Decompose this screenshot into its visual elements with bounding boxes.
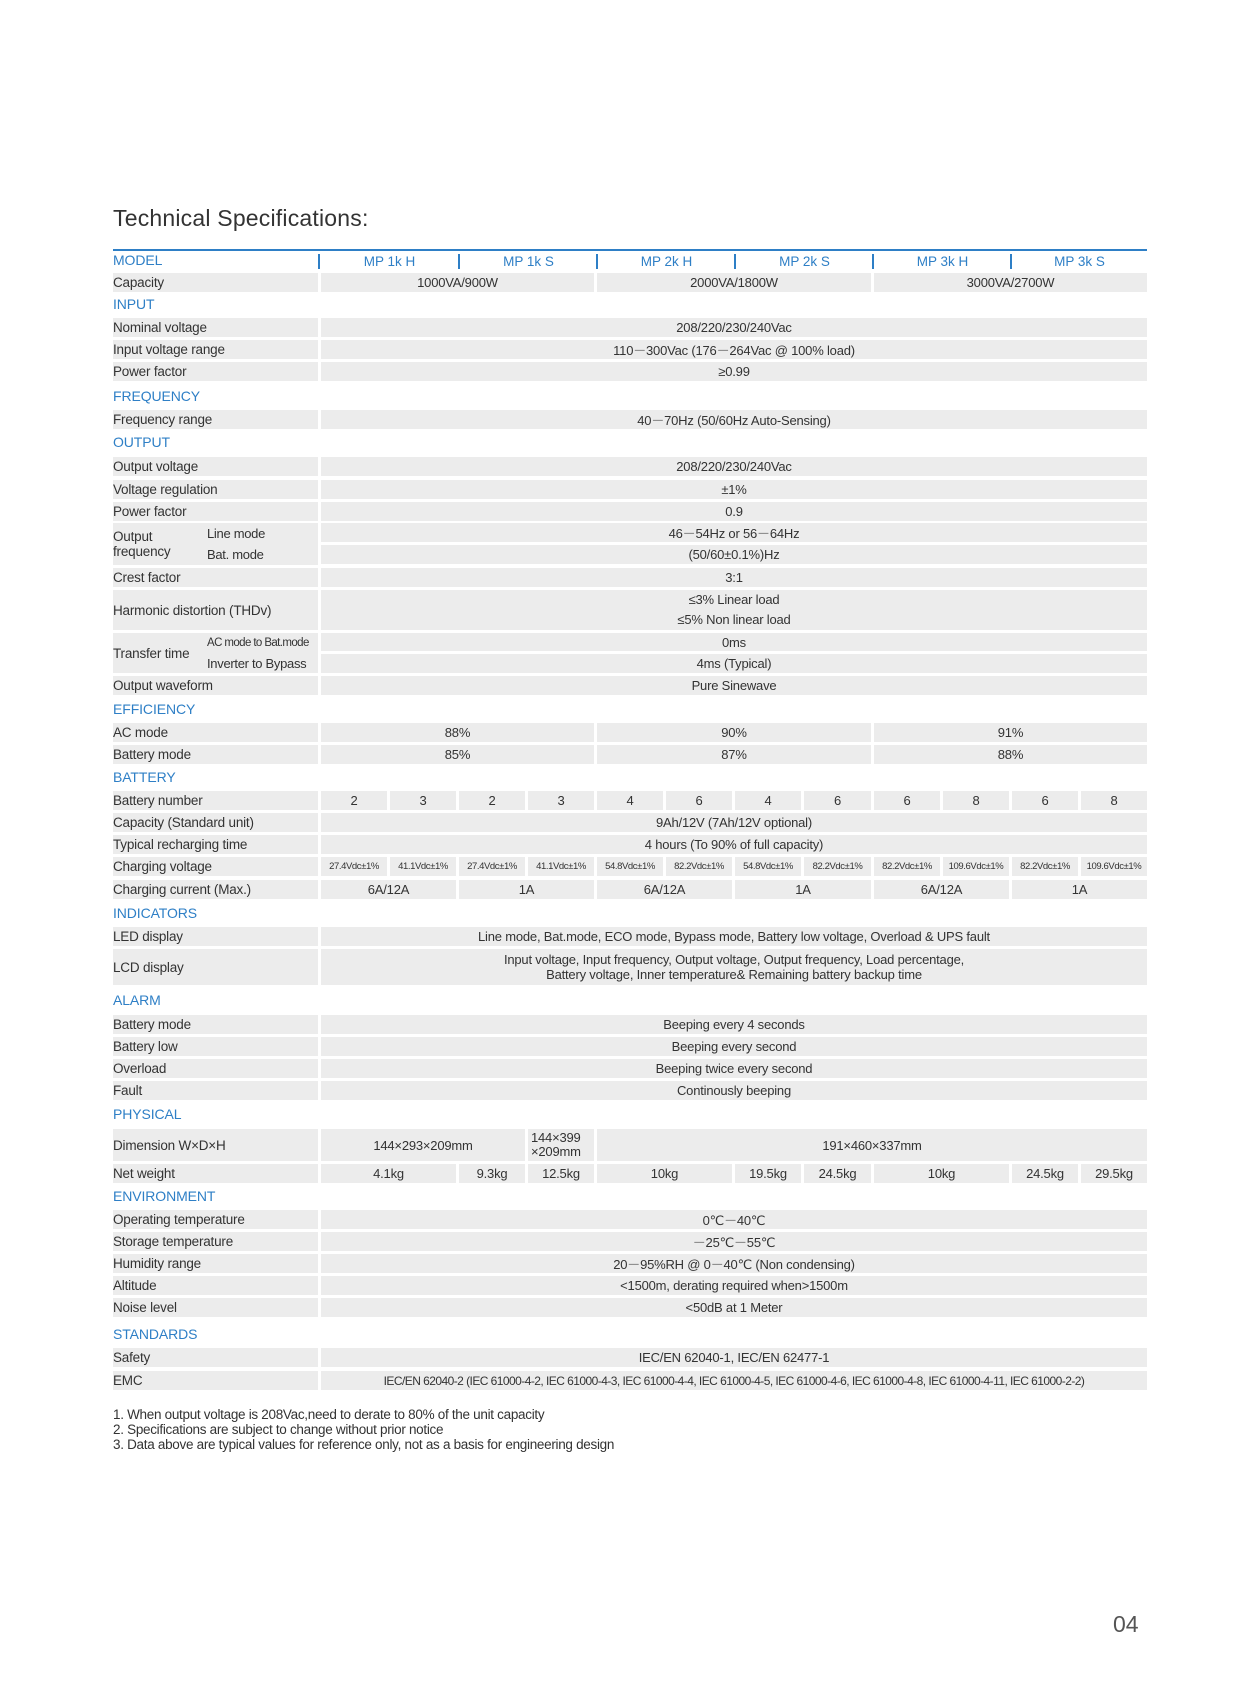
section-efficiency: EFFICIENCY (113, 701, 196, 717)
section-standards: STANDARDS (113, 1326, 198, 1342)
lcd-line: Battery voltage, Inner temperature& Remaining battery backup time (546, 967, 922, 982)
row-value: 9.3kg (459, 1164, 525, 1183)
row-value: Beeping every second (321, 1037, 1147, 1056)
footnote: 3. Data above are typical values for reference only, not as a basis for engineering design (113, 1437, 615, 1452)
row-value: 4 hours (To 90% of full capacity) (321, 835, 1147, 854)
row-value: 91% (874, 723, 1147, 742)
alarm-fault-row (113, 1081, 1147, 1100)
page-title: Technical Specifications: (113, 205, 369, 231)
row-value: 208/220/230/240Vac (321, 457, 1147, 476)
row-label: Humidity range (113, 1256, 201, 1271)
row-value: 1A (459, 880, 594, 899)
row-label: Output waveform (113, 678, 213, 693)
row-label: Battery mode (113, 747, 191, 762)
row-value: 4ms (Typical) (321, 654, 1147, 673)
thd-row (113, 590, 1147, 630)
row-value: 88% (874, 745, 1147, 764)
section-frequency: FREQUENCY (113, 388, 200, 404)
operating-temp-row (113, 1210, 1147, 1229)
row-value: 88% (321, 723, 594, 742)
row-value: 12.5kg (528, 1164, 594, 1183)
row-value: 24.5kg (1012, 1164, 1078, 1183)
row-value: 2 (321, 791, 387, 810)
row-value: 6 (666, 791, 732, 810)
row-value: 10kg (874, 1164, 1009, 1183)
nominal-voltage-row (113, 318, 1147, 337)
row-label: LED display (113, 929, 183, 944)
section-physical: PHYSICAL (113, 1106, 182, 1122)
emc-row (113, 1371, 1147, 1390)
row-value: 0.9 (321, 502, 1147, 521)
sub-label: AC mode to Bat.mode (207, 637, 309, 649)
row-value: 24.5kg (804, 1164, 871, 1183)
alarm-battery-low-row (113, 1037, 1147, 1056)
row-value: 3 (390, 791, 456, 810)
footnote: 2. Specifications are subject to change without prior notice (113, 1422, 444, 1437)
row-label: Storage temperature (113, 1234, 234, 1249)
row-value: ≥0.99 (321, 362, 1147, 381)
noise-row (113, 1298, 1147, 1317)
row-value (321, 590, 1147, 630)
row-label: Net weight (113, 1166, 175, 1181)
safety-row (113, 1348, 1147, 1367)
row-label: Power factor (113, 504, 187, 519)
row-label: Noise level (113, 1300, 177, 1315)
row-value: 144×293×209mm (321, 1129, 525, 1161)
row-value: 6 (804, 791, 871, 810)
row-label: Overload (113, 1061, 167, 1076)
thd-line: ≤5% Non linear load (677, 612, 791, 627)
dim-line: ×209mm (531, 1144, 581, 1159)
row-label: Crest factor (113, 570, 181, 585)
ac-mode-row (113, 723, 1147, 742)
led-display-row (113, 927, 1147, 946)
row-label: Capacity (Standard unit) (113, 815, 254, 830)
row-label: Safety (113, 1350, 151, 1365)
row-value: 8 (1081, 791, 1147, 810)
frequency-range-row (113, 410, 1147, 429)
row-label: Dimension W×D×H (113, 1137, 226, 1153)
voltage-regulation-row (113, 480, 1147, 499)
row-label: Frequency range (113, 412, 213, 427)
output-power-factor-row (113, 502, 1147, 521)
row-label: Capacity (113, 275, 164, 290)
row-value (321, 949, 1147, 985)
capacity-2k: 2000VA/1800W (597, 273, 871, 292)
row-value: 0℃－40℃ (321, 1210, 1147, 1229)
row-value: Continously beeping (321, 1081, 1147, 1100)
row-value: 9Ah/12V (7Ah/12V optional) (321, 813, 1147, 832)
row-value: 208/220/230/240Vac (321, 318, 1147, 337)
dimension-row (113, 1129, 1147, 1161)
row-value: 82.2Vdc±1% (666, 857, 732, 876)
row-label: Operating temperature (113, 1212, 245, 1227)
row-label: Battery mode (113, 1017, 191, 1032)
row-value: 29.5kg (1081, 1164, 1147, 1183)
output-voltage-row (113, 457, 1147, 476)
sub-label: Inverter to Bypass (207, 655, 307, 671)
row-label: Harmonic distortion (THDv) (113, 602, 272, 618)
row-value: 8 (943, 791, 1009, 810)
row-value: 6A/12A (597, 880, 732, 899)
model-label: MODEL (113, 252, 163, 268)
row-value: 54.8Vdc±1% (597, 857, 663, 876)
storage-temp-row (113, 1232, 1147, 1251)
charging-current-row (113, 880, 1147, 899)
row-value: 10kg (597, 1164, 732, 1183)
row-value: (50/60±0.1%)Hz (321, 545, 1147, 564)
capacity-row (113, 273, 1147, 292)
row-value: 0ms (321, 633, 1147, 651)
row-label: Input voltage range (113, 342, 225, 357)
row-value: <1500m, derating required when>1500m (321, 1276, 1147, 1295)
row-value: 3 (528, 791, 594, 810)
model-mp1kh: MP 1k H (363, 253, 416, 269)
battery-number-row (113, 791, 1147, 810)
battery-capacity-row (113, 813, 1147, 832)
header-rule (113, 249, 1147, 251)
capacity-3k: 3000VA/2700W (874, 273, 1147, 292)
row-value: 109.6Vdc±1% (943, 857, 1009, 876)
alarm-overload-row (113, 1059, 1147, 1078)
row-value: IEC/EN 62040-2 (IEC 61000-4-2, IEC 61000-4-3, IEC 61000-4-4, IEC 61000-4-5, IEC 61000-4-6, IEC 61000-4-8, IEC 61000-4-11, IEC 61000-2-2) (321, 1371, 1147, 1390)
row-label: AC mode (113, 725, 168, 740)
row-value: 1A (1012, 880, 1147, 899)
row-value: 4 (735, 791, 801, 810)
row-value: 27.4Vdc±1% (321, 857, 387, 876)
row-value: 54.8Vdc±1% (735, 857, 801, 876)
section-battery: BATTERY (113, 769, 176, 785)
row-value: 41.1Vdc±1% (528, 857, 594, 876)
row-value: 4.1kg (321, 1164, 456, 1183)
section-environment: ENVIRONMENT (113, 1188, 216, 1204)
row-value: Beeping every 4 seconds (321, 1015, 1147, 1034)
model-mp3ks: MP 3k S (1054, 253, 1105, 269)
net-weight-row (113, 1164, 1147, 1183)
row-value: 6 (874, 791, 940, 810)
output-waveform-row (113, 676, 1147, 695)
row-value: 6 (1012, 791, 1078, 810)
battery-mode-row (113, 745, 1147, 764)
row-value: 41.1Vdc±1% (390, 857, 456, 876)
row-value: Line mode, Bat.mode, ECO mode, Bypass mode, Battery low voltage, Overload & UPS fault (321, 927, 1147, 946)
row-value: －25℃－55℃ (321, 1232, 1147, 1251)
row-label: Transfer time (113, 645, 190, 661)
row-value: 46－54Hz or 56－64Hz (321, 523, 1147, 542)
row-label: Output frequency (113, 529, 171, 559)
row-label: Typical recharging time (113, 837, 248, 852)
lcd-display-row (113, 949, 1147, 985)
crest-factor-row (113, 568, 1147, 587)
row-value: 110－300Vac (176－264Vac @ 100% load) (321, 340, 1147, 359)
footnote: 1. When output voltage is 208Vac,need to derate to 80% of the unit capacity (113, 1407, 545, 1422)
section-output: OUTPUT (113, 434, 170, 450)
row-label: Nominal voltage (113, 320, 207, 335)
row-value: 6A/12A (874, 880, 1009, 899)
row-label: EMC (113, 1373, 143, 1388)
model-mp2ks: MP 2k S (779, 253, 830, 269)
row-value: Beeping twice every second (321, 1059, 1147, 1078)
row-value: 87% (597, 745, 871, 764)
sub-label: Line mode (207, 525, 266, 541)
row-value: ±1% (321, 480, 1147, 499)
row-value: 82.2Vdc±1% (874, 857, 940, 876)
model-header-row (113, 252, 1147, 270)
input-voltage-range-row (113, 340, 1147, 359)
row-value (528, 1129, 594, 1161)
section-alarm: ALARM (113, 992, 161, 1008)
row-label: Battery low (113, 1039, 178, 1054)
row-label: Voltage regulation (113, 482, 218, 497)
row-value: IEC/EN 62040-1, IEC/EN 62477-1 (321, 1348, 1147, 1367)
altitude-row (113, 1276, 1147, 1295)
section-input: INPUT (113, 296, 155, 312)
input-power-factor-row (113, 362, 1147, 381)
row-value: 27.4Vdc±1% (459, 857, 525, 876)
section-indicators: INDICATORS (113, 905, 198, 921)
row-value: 3:1 (321, 568, 1147, 587)
sub-label: Bat. mode (207, 546, 264, 562)
row-value: Pure Sinewave (321, 676, 1147, 695)
row-value: 82.2Vdc±1% (1012, 857, 1078, 876)
model-mp2kh: MP 2k H (640, 253, 693, 269)
row-value: 4 (597, 791, 663, 810)
dim-line: 144×399 (531, 1130, 581, 1145)
row-label: Output voltage (113, 459, 199, 474)
humidity-row (113, 1254, 1147, 1273)
row-value: 40－70Hz (50/60Hz Auto-Sensing) (321, 410, 1147, 429)
row-value: 20－95%RH @ 0－40℃ (Non condensing) (321, 1254, 1147, 1273)
model-mp3kh: MP 3k H (916, 253, 969, 269)
row-value: 2 (459, 791, 525, 810)
row-value: 82.2Vdc±1% (804, 857, 871, 876)
charging-voltage-row (113, 857, 1147, 876)
row-value: 85% (321, 745, 594, 764)
row-label: Power factor (113, 364, 187, 379)
thd-line: ≤3% Linear load (688, 592, 780, 607)
row-label: Fault (113, 1083, 143, 1098)
model-mp1ks: MP 1k S (503, 253, 554, 269)
recharge-row (113, 835, 1147, 854)
alarm-battery-mode-row (113, 1015, 1147, 1034)
row-value: 6A/12A (321, 880, 456, 899)
row-label: Altitude (113, 1278, 157, 1293)
capacity-1k: 1000VA/900W (321, 273, 594, 292)
row-label: LCD display (113, 959, 184, 975)
row-value: 1A (735, 880, 871, 899)
transfer-time-group (113, 633, 1147, 673)
row-label: Battery number (113, 793, 203, 808)
row-label: Charging voltage (113, 859, 212, 874)
lcd-line: Input voltage, Input frequency, Output voltage, Output frequency, Load percentage, (503, 952, 965, 967)
row-value: 90% (597, 723, 871, 742)
row-label: Charging current (Max.) (113, 882, 251, 897)
footnotes (113, 1407, 614, 1452)
row-value: 19.5kg (735, 1164, 801, 1183)
page-number: 04 (1113, 1611, 1139, 1637)
row-value: 191×460×337mm (597, 1129, 1147, 1161)
output-frequency-group (113, 523, 1147, 565)
row-value: <50dB at 1 Meter (321, 1298, 1147, 1317)
row-value: 109.6Vdc±1% (1081, 857, 1147, 876)
